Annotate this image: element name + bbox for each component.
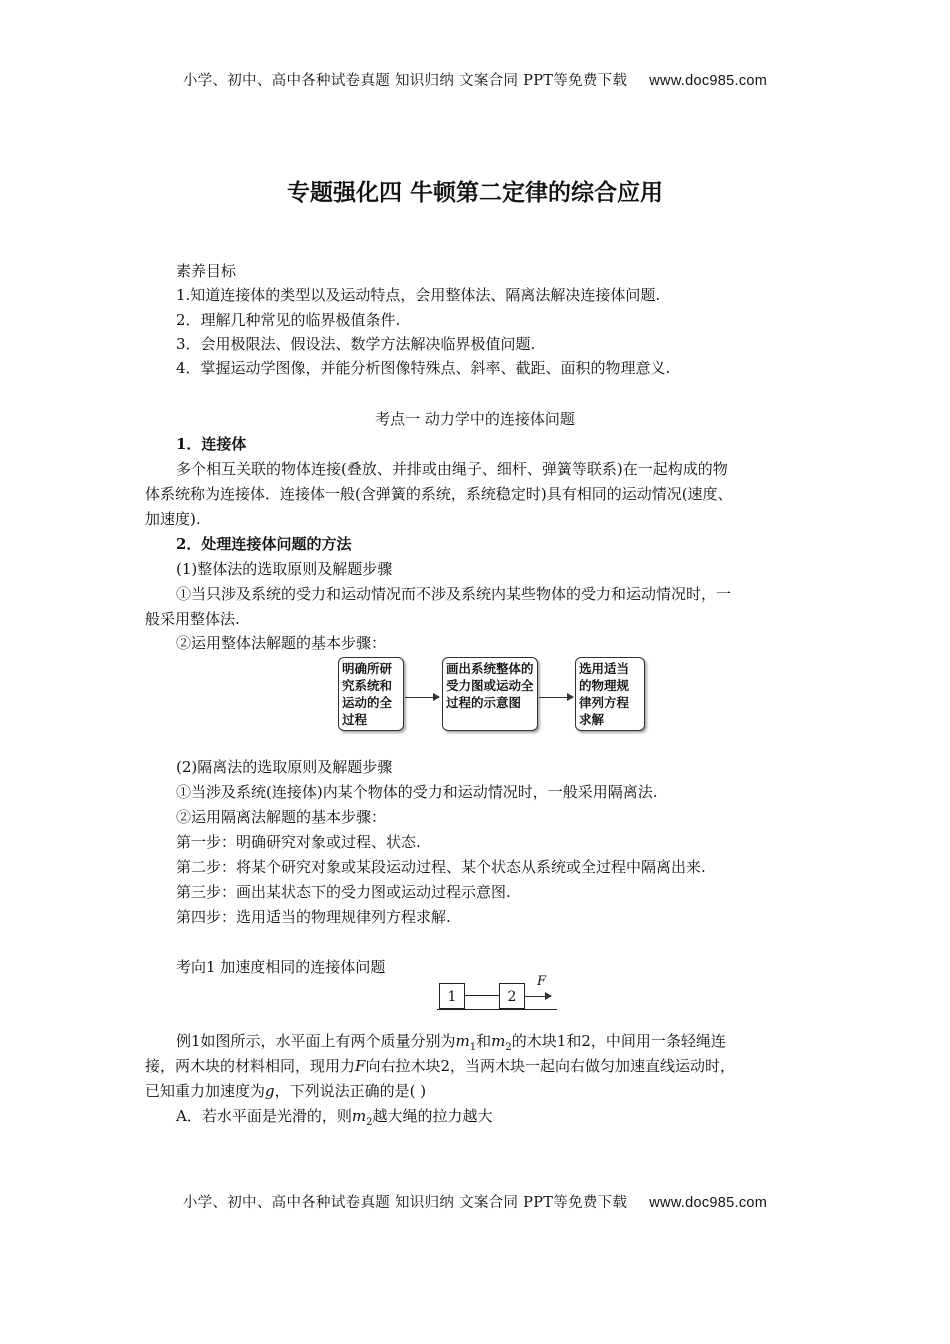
method-heading: (1)整体法的选取原则及解题步骤	[176, 560, 393, 578]
paragraph-line: ①当只涉及系统的受力和运动情况而不涉及系统内某些物体的受力和运动情况时，一	[176, 585, 732, 603]
section-heading: 考点一 动力学中的连接体问题	[375, 410, 575, 428]
option-a	[176, 1106, 492, 1133]
goals-heading: 素养目标	[176, 262, 237, 280]
paragraph-line: 多个相互关联的物体连接(叠放、并排或由绳子、细杆、弹簧等联系)在一起构成的物	[176, 460, 728, 478]
subheading-connected-body: 1．连接体	[176, 435, 247, 453]
flow-step-3: 选用适当的物理规律列方程求解	[575, 657, 645, 731]
method-heading: (2)隔离法的选取原则及解题步骤	[176, 758, 393, 776]
var-m: m	[455, 1032, 470, 1050]
block-2: 2	[499, 983, 525, 1009]
paragraph-line: ①当涉及系统(连接体)内某个物体的受力和运动情况时，一般采用隔离法.	[176, 783, 658, 801]
example-line-3	[145, 1081, 426, 1101]
sub-2: 2	[505, 1042, 512, 1053]
step-line: 第一步：明确研究对象或过程、状态.	[176, 833, 421, 851]
header-text: 小学、初中、高中各种试卷真题 知识归纳 文案合同 PPT等免费下载	[182, 73, 628, 89]
flow-step-1: 明确所研究系统和运动的全过程	[338, 657, 404, 731]
step-line: 第四步：选用适当的物理规律列方程求解.	[176, 908, 451, 926]
option-text: A．若水平面是光滑的，则	[176, 1107, 352, 1125]
flow-step-2: 画出系统整体的受力图或运动全过程的示意图	[442, 657, 538, 731]
force-arrow	[525, 996, 551, 997]
paragraph-line: 体系统称为连接体．连接体一般(含弹簧的系统，系统稳定时)具有相同的运动情况(速度、	[145, 485, 733, 503]
var-F: F	[355, 1057, 366, 1075]
page-title: 专题强化四 牛顿第二定律的综合应用	[286, 180, 663, 206]
var-m: m	[491, 1032, 506, 1050]
var-g: g	[265, 1082, 275, 1100]
var-m: m	[351, 1107, 367, 1125]
example-text: ，下列说法正确的是( )	[274, 1082, 427, 1100]
sub-1: 1	[469, 1042, 477, 1053]
paragraph-line: 般采用整体法.	[145, 610, 240, 628]
example-text: 向右拉木块2，当两木块一起向右做匀加速直线运动时，	[365, 1057, 735, 1075]
force-label: F	[537, 974, 547, 989]
block-1: 1	[439, 983, 465, 1009]
flow-arrow	[539, 697, 573, 698]
option-text: 越大绳的拉力越大	[372, 1107, 493, 1125]
goal-item: 3．会用极限法、假设法、数学方法解决临界极值问题.	[176, 335, 536, 353]
step-line: 第三步：画出某状态下的受力图或运动过程示意图.	[176, 883, 511, 901]
example-line-1	[176, 1031, 726, 1058]
example-text: 例1如图所示，水平面上有两个质量分别为	[176, 1032, 456, 1050]
paragraph-line: ②运用整体法解题的基本步骤：	[176, 634, 387, 652]
example-line-2	[145, 1056, 735, 1076]
step-line: 第二步：将某个研究对象或某段运动过程、某个状态从系统或全过程中隔离出来.	[176, 858, 706, 876]
goal-item: 1.知道连接体的类型以及运动特点，会用整体法、隔离法解决连接体问题.	[176, 286, 661, 304]
footer-text: 小学、初中、高中各种试卷真题 知识归纳 文案合同 PPT等免费下载	[182, 1195, 628, 1211]
example-text: 和	[476, 1032, 492, 1050]
page-header	[0, 69, 950, 90]
rope	[465, 995, 499, 996]
goal-item: 2．理解几种常见的临界极值条件.	[176, 311, 401, 329]
paragraph-line: 加速度).	[145, 510, 201, 528]
goal-item: 4．掌握运动学图像，并能分析图像特殊点、斜率、截距、面积的物理意义.	[176, 359, 671, 377]
example-text: 接，两木块的材料相同，现用力	[145, 1057, 356, 1075]
flow-arrow	[405, 697, 439, 698]
page-footer	[0, 1191, 950, 1212]
footer-url[interactable]: www.doc985.com	[649, 1195, 768, 1211]
subheading-methods: 2．处理连接体问题的方法	[176, 535, 352, 553]
example-text: 的木块1和2，中间用一条轻绳连	[511, 1032, 726, 1050]
flowchart	[338, 657, 646, 737]
header-url[interactable]: www.doc985.com	[649, 73, 768, 89]
direction-heading: 考向1 加速度相同的连接体问题	[176, 958, 386, 976]
example-text: 已知重力加速度为	[145, 1082, 266, 1100]
paragraph-line: ②运用隔离法解题的基本步骤：	[176, 808, 387, 826]
sub-2: 2	[366, 1117, 373, 1128]
two-blocks-figure	[437, 974, 557, 1014]
